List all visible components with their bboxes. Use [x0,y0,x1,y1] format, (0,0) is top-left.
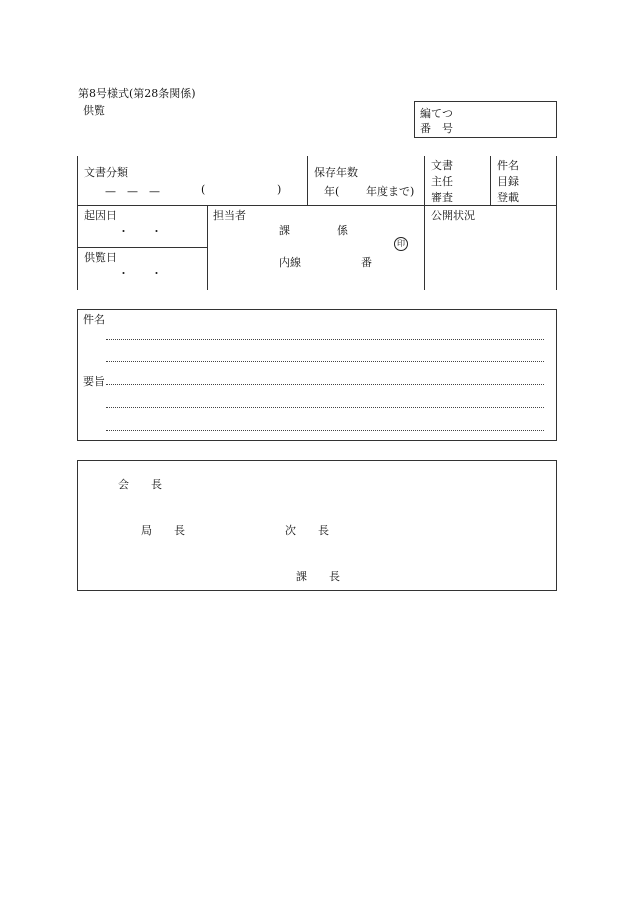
binding-label: 編てつ [420,107,453,120]
extension-label: 内線 [279,256,301,269]
subject-label: 件名 [83,313,105,326]
form-type: 供覧 [83,104,105,117]
number-label: 番 号 [420,122,453,135]
subsection-label: 係 [337,224,348,237]
seal-icon: 印 [394,237,408,251]
section-label: 課 [279,224,290,237]
doc-class-paren-close: ) [277,183,282,196]
person-label: 担当者 [213,209,246,222]
disclosure-label: 公開状況 [431,209,475,222]
col-item-1: 件名 [497,159,519,172]
retention-year: 年( [324,185,340,198]
col-item-3: 登載 [497,191,519,204]
deputy-director-label: 次 長 [285,524,329,537]
origin-date-label: 起因日 [84,209,117,222]
doc-class-paren-open: ( [201,183,206,196]
col-item-2: 目録 [497,175,519,188]
form-title: 第8号様式(第28条関係) [78,87,196,100]
col-doc-1: 文書 [431,159,453,172]
retention-label: 保存年数 [314,166,358,179]
retention-until: 年度まで) [366,185,415,198]
doc-class-label: 文書分類 [84,166,128,179]
col-doc-3: 審査 [431,191,453,204]
col-doc-2: 主任 [431,175,453,188]
doc-class-dashes: — — — [105,185,160,198]
view-date-label: 供覧日 [84,251,117,264]
subject-box [77,309,557,441]
section-chief-label: 課 長 [296,570,340,583]
director-label: 局 長 [141,524,185,537]
origin-date-dots: ・ ・ [118,225,162,238]
view-date-dots: ・ ・ [118,267,162,280]
number-suffix: 番 [361,256,372,269]
summary-label: 要旨 [83,375,105,388]
chairman-label: 会 長 [118,478,162,491]
